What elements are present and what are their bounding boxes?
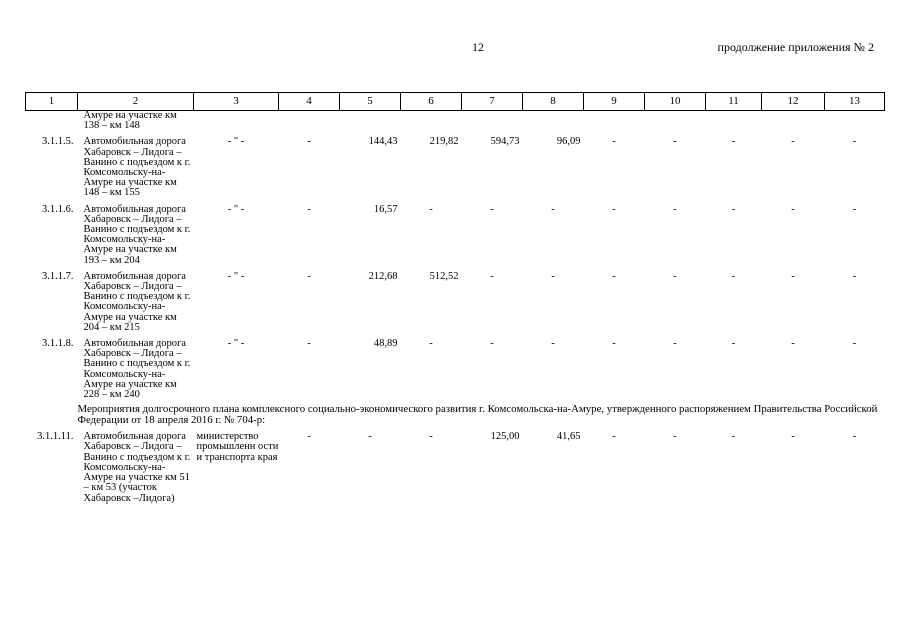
value-cell: -: [852, 338, 857, 350]
value-cell: 144,43: [368, 136, 398, 148]
row-number: 3.1.1.5.: [42, 136, 74, 148]
value-cell: -: [852, 136, 857, 148]
value-cell: -: [673, 136, 677, 148]
row-number: 3.1.1.11.: [37, 431, 74, 443]
responsible-cell: - " -: [227, 270, 245, 282]
row-number: 3.1.1.6.: [42, 203, 74, 215]
row-number: 3.1.1.7.: [42, 270, 74, 282]
value-cell: -: [612, 270, 616, 282]
responsible-cell: министерство промышленн ости и транспорта края: [196, 431, 279, 463]
value-cell: -: [791, 136, 795, 148]
value-cell: -: [490, 338, 494, 350]
value-cell: 594,73: [490, 136, 520, 148]
value-cell: -: [673, 203, 677, 215]
column-header: 7: [462, 93, 523, 111]
section-note: Мероприятия долгосрочного плана комплексного социально-экономического развития г. Комсомольска-на-Амуре, утвержденного распоряжением Правительства Российской Федерации от 18 апреля 2016 г. № 704-р:: [77, 403, 878, 427]
value-cell: -: [612, 136, 616, 148]
value-cell: -: [791, 431, 795, 443]
value-cell: 125,00: [490, 431, 520, 443]
column-header: 8: [523, 93, 584, 111]
appendix-table: [25, 92, 885, 504]
value-cell: -: [612, 203, 616, 215]
road-name: Автомобильная дорога Хабаровск – Лидога – Ванино с подъездом к г. Комсомольску-на-Амуре на участке км 228 – км 240: [83, 338, 191, 401]
road-name: Автомобильная дорога Хабаровск – Лидога – Ванино с подъездом к г. Комсомольску-на-Амуре на участке км 204 – км 215: [83, 270, 191, 333]
carry-over-text: Амуре на участке км 138 – км 148: [83, 110, 177, 132]
value-cell: -: [429, 338, 433, 350]
value-cell: -: [791, 203, 795, 215]
value-cell: -: [673, 338, 677, 350]
value-cell: -: [490, 270, 494, 282]
page-number: 12: [472, 40, 484, 54]
value-cell: -: [307, 136, 311, 148]
column-header: 9: [584, 93, 645, 111]
section-note-row: [26, 400, 885, 432]
value-cell: -: [490, 203, 494, 215]
value-cell: -: [551, 270, 555, 282]
appendix-continuation-label: продолжение приложения № 2: [717, 40, 874, 54]
value-cell: -: [673, 270, 677, 282]
value-cell: -: [731, 431, 736, 443]
column-header: 10: [645, 93, 706, 111]
value-cell: -: [673, 431, 677, 443]
value-cell: 41,65: [556, 431, 581, 443]
column-header: 6: [401, 93, 462, 111]
value-cell: -: [612, 431, 616, 443]
column-header: 3: [194, 93, 279, 111]
value-cell: -: [731, 136, 736, 148]
carry-over-row: [26, 111, 885, 132]
value-cell: -: [307, 203, 311, 215]
value-cell: -: [307, 338, 311, 350]
value-cell: -: [852, 431, 857, 443]
value-cell: 16,57: [373, 203, 398, 215]
column-header: 4: [279, 93, 340, 111]
value-cell: 96,09: [556, 136, 581, 148]
column-header: 12: [762, 93, 825, 111]
table-row: [26, 272, 885, 333]
column-header: 13: [825, 93, 885, 111]
value-cell: -: [852, 270, 857, 282]
road-name: Автомобильная дорога Хабаровск – Лидога – Ванино с подъездом к г. Комсомольску-на-Амуре на участке км 148 – км 155: [83, 136, 191, 199]
column-header: 1: [26, 93, 78, 111]
value-cell: -: [429, 431, 433, 443]
value-cell: -: [551, 203, 555, 215]
value-cell: -: [551, 338, 555, 350]
road-name: Автомобильная дорога Хабаровск – Лидога – Ванино с подъездом к г. Комсомольску-на-Амуре на участке км 51 – км 53 (участок Хабаровск –Лидога): [83, 431, 191, 504]
value-cell: -: [307, 431, 311, 443]
value-cell: -: [307, 270, 311, 282]
value-cell: -: [791, 338, 795, 350]
value-cell: 212,68: [368, 270, 398, 282]
value-cell: -: [731, 338, 736, 350]
road-name: Автомобильная дорога Хабаровск – Лидога – Ванино с подъездом к г. Комсомольску-на-Амуре на участке км 193 – км 204: [83, 203, 191, 266]
value-cell: -: [429, 203, 433, 215]
row-number: 3.1.1.8.: [42, 338, 74, 350]
responsible-cell: - " -: [227, 338, 245, 350]
table-row: [26, 205, 885, 266]
column-header: 11: [706, 93, 762, 111]
table-row: [26, 339, 885, 400]
value-cell: -: [731, 270, 736, 282]
value-cell: 512,52: [429, 270, 459, 282]
table-row: [26, 432, 885, 503]
value-cell: -: [612, 338, 616, 350]
value-cell: -: [791, 270, 795, 282]
responsible-cell: - " -: [227, 203, 245, 215]
value-cell: 48,89: [373, 338, 398, 350]
value-cell: -: [368, 431, 372, 443]
column-number-row: [26, 93, 885, 111]
column-header: 5: [340, 93, 401, 111]
value-cell: 219,82: [429, 136, 459, 148]
value-cell: -: [852, 203, 857, 215]
responsible-cell: - " -: [227, 136, 245, 148]
value-cell: -: [731, 203, 736, 215]
column-header: 2: [78, 93, 194, 111]
table-row: [26, 137, 885, 198]
